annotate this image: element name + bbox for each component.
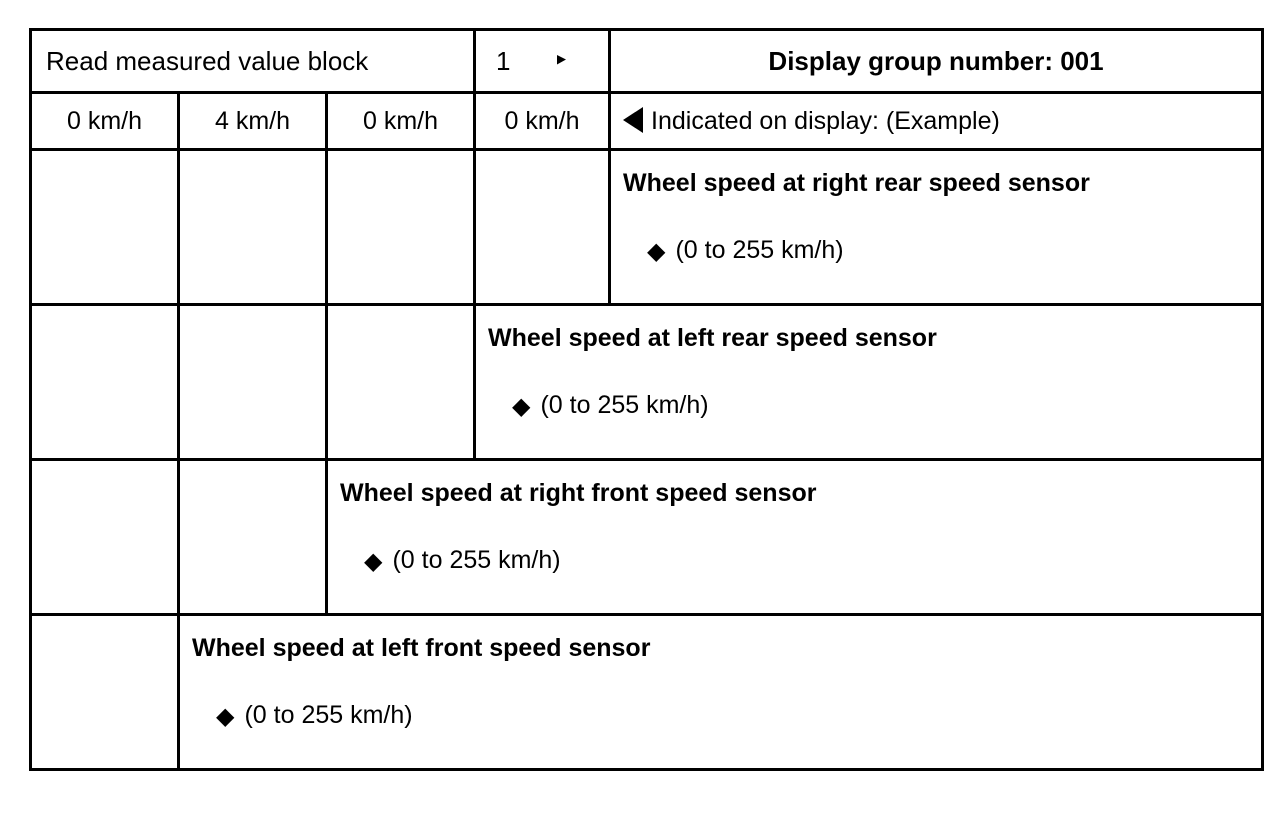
blank-cell xyxy=(31,615,179,770)
measured-value-block-table xyxy=(29,28,1264,771)
step-number-cell xyxy=(475,30,610,93)
description-range: (0 to 255 km/h) xyxy=(675,235,844,264)
table-row-header xyxy=(31,30,1263,93)
description-range-row xyxy=(192,701,1251,730)
value-cell-4 xyxy=(475,93,610,150)
description-range: (0 to 255 km/h) xyxy=(244,700,413,729)
description-title: Wheel speed at left front speed sensor xyxy=(192,634,651,662)
diamond-bullet-icon: ◆ xyxy=(647,237,666,265)
description-range-row xyxy=(488,391,1251,420)
blank-cell xyxy=(327,150,475,305)
value-cell-2 xyxy=(179,93,327,150)
table-row-values xyxy=(31,93,1263,150)
value-cell-3 xyxy=(327,93,475,150)
indicated-on-display-cell xyxy=(610,93,1263,150)
value-3: 0 km/h xyxy=(362,107,439,135)
measured-value-block-table-wrapper xyxy=(29,28,1261,771)
value-2: 4 km/h xyxy=(214,107,291,135)
display-group-number-label: Display group number: 001 xyxy=(768,46,1104,76)
description-cell-right-rear xyxy=(610,150,1263,305)
description-range-row xyxy=(623,236,1251,265)
read-measured-value-block-cell xyxy=(31,30,475,93)
value-cell-1 xyxy=(31,93,179,150)
blank-cell xyxy=(31,150,179,305)
read-measured-value-block-label: Read measured value block xyxy=(46,46,369,76)
diamond-bullet-icon: ◆ xyxy=(512,392,531,420)
description-title: Wheel speed at right rear speed sensor xyxy=(623,169,1090,197)
blank-cell xyxy=(475,150,610,305)
description-block xyxy=(476,306,1261,430)
description-range-row xyxy=(340,546,1251,575)
value-4: 0 km/h xyxy=(504,107,580,135)
description-block xyxy=(328,461,1261,585)
step-number-label xyxy=(476,31,608,91)
description-title: Wheel speed at right front speed sensor xyxy=(340,479,817,507)
table-row-description-1 xyxy=(31,150,1263,305)
value-1: 0 km/h xyxy=(66,107,143,135)
description-title: Wheel speed at left rear speed sensor xyxy=(488,324,937,352)
description-range: (0 to 255 km/h) xyxy=(392,545,561,574)
description-block xyxy=(180,616,1261,740)
arrow-right-icon xyxy=(536,28,566,88)
description-cell-left-rear xyxy=(475,305,1263,460)
display-group-number-cell xyxy=(610,30,1263,93)
table-row-description-3 xyxy=(31,460,1263,615)
description-block xyxy=(611,151,1261,275)
description-cell-right-front xyxy=(327,460,1263,615)
table-row-description-2 xyxy=(31,305,1263,460)
step-number-value: 1 xyxy=(496,46,511,76)
indicated-on-display-label: Indicated on display: (Example) xyxy=(651,107,1000,135)
table-row-description-4 xyxy=(31,615,1263,770)
arrow-left-icon xyxy=(623,107,643,133)
blank-cell xyxy=(179,305,327,460)
indicated-on-display-row xyxy=(611,94,1261,148)
description-range: (0 to 255 km/h) xyxy=(540,390,709,419)
diamond-bullet-icon: ◆ xyxy=(364,547,383,575)
blank-cell xyxy=(327,305,475,460)
diamond-bullet-icon: ◆ xyxy=(216,702,235,730)
blank-cell xyxy=(179,150,327,305)
blank-cell xyxy=(31,305,179,460)
description-cell-left-front xyxy=(179,615,1263,770)
blank-cell xyxy=(31,460,179,615)
blank-cell xyxy=(179,460,327,615)
